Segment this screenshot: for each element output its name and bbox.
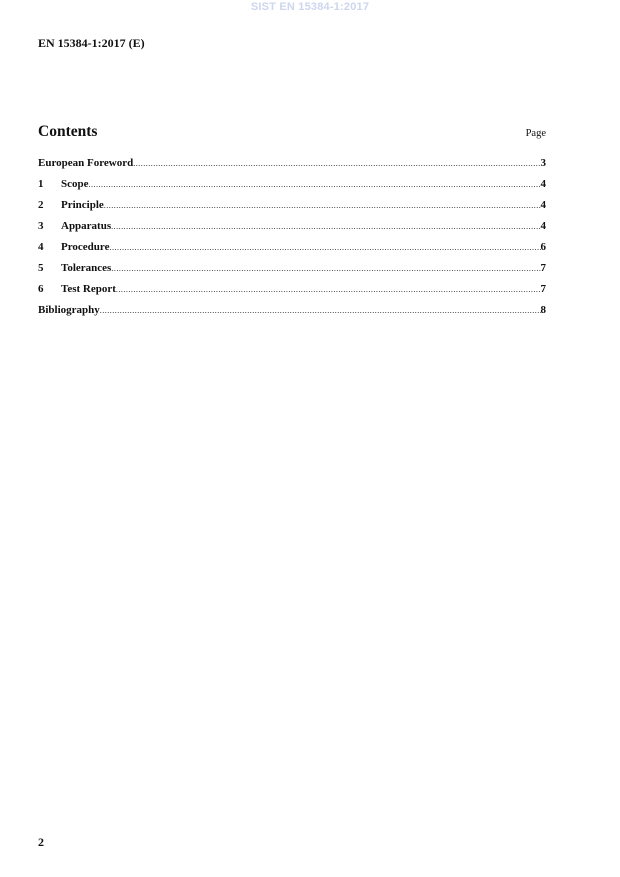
toc-entry-number: 3 bbox=[38, 220, 44, 232]
toc-entry-procedure[interactable] bbox=[38, 240, 546, 261]
document-identifier: EN 15384-1:2017 (E) bbox=[38, 36, 145, 50]
toc-entry-page: 4 bbox=[540, 220, 546, 232]
watermark: SIST EN 15384-1:2017 bbox=[250, 1, 370, 13]
toc-dot-leader bbox=[116, 283, 541, 297]
toc-dot-leader bbox=[111, 262, 540, 276]
toc-entry-test-report[interactable] bbox=[38, 282, 546, 303]
toc-entry-number: 1 bbox=[38, 178, 44, 190]
toc-dot-leader bbox=[104, 199, 541, 213]
page-number: 2 bbox=[38, 835, 44, 849]
toc-entry-principle[interactable] bbox=[38, 198, 546, 219]
toc-entry-scope[interactable] bbox=[38, 177, 546, 198]
toc-entry-apparatus[interactable] bbox=[38, 219, 546, 240]
toc-entry-title: Tolerances bbox=[61, 262, 112, 274]
page-column-label: Page bbox=[525, 128, 546, 139]
toc-entry-european-foreword[interactable] bbox=[38, 156, 546, 177]
toc-entry-number: 2 bbox=[38, 199, 44, 211]
table-of-contents bbox=[38, 156, 546, 324]
toc-dot-leader bbox=[133, 157, 540, 171]
toc-entry-page: 7 bbox=[540, 283, 546, 295]
toc-entry-title: Scope bbox=[61, 178, 89, 190]
toc-entry-tolerances[interactable] bbox=[38, 261, 546, 282]
toc-entry-page: 3 bbox=[540, 157, 546, 169]
toc-entry-page: 4 bbox=[540, 178, 546, 190]
toc-dot-leader bbox=[109, 241, 540, 255]
toc-entry-number: 4 bbox=[38, 241, 44, 253]
toc-dot-leader bbox=[89, 178, 541, 192]
toc-dot-leader bbox=[100, 304, 541, 318]
toc-entry-bibliography[interactable] bbox=[38, 303, 546, 324]
toc-entry-title: Apparatus bbox=[61, 220, 112, 232]
toc-entry-title: Test Report bbox=[61, 283, 116, 295]
toc-entry-title: European Foreword bbox=[38, 157, 134, 169]
toc-entry-title: Procedure bbox=[61, 241, 110, 253]
toc-entry-page: 8 bbox=[540, 304, 546, 316]
toc-entry-number: 5 bbox=[38, 262, 44, 274]
contents-heading: Contents bbox=[38, 123, 98, 140]
toc-entry-page: 4 bbox=[540, 199, 546, 211]
toc-entry-number: 6 bbox=[38, 283, 44, 295]
toc-entry-page: 7 bbox=[540, 262, 546, 274]
toc-entry-title: Bibliography bbox=[38, 304, 100, 316]
toc-dot-leader bbox=[111, 220, 540, 234]
toc-entry-page: 6 bbox=[540, 241, 546, 253]
toc-entry-title: Principle bbox=[61, 199, 104, 211]
